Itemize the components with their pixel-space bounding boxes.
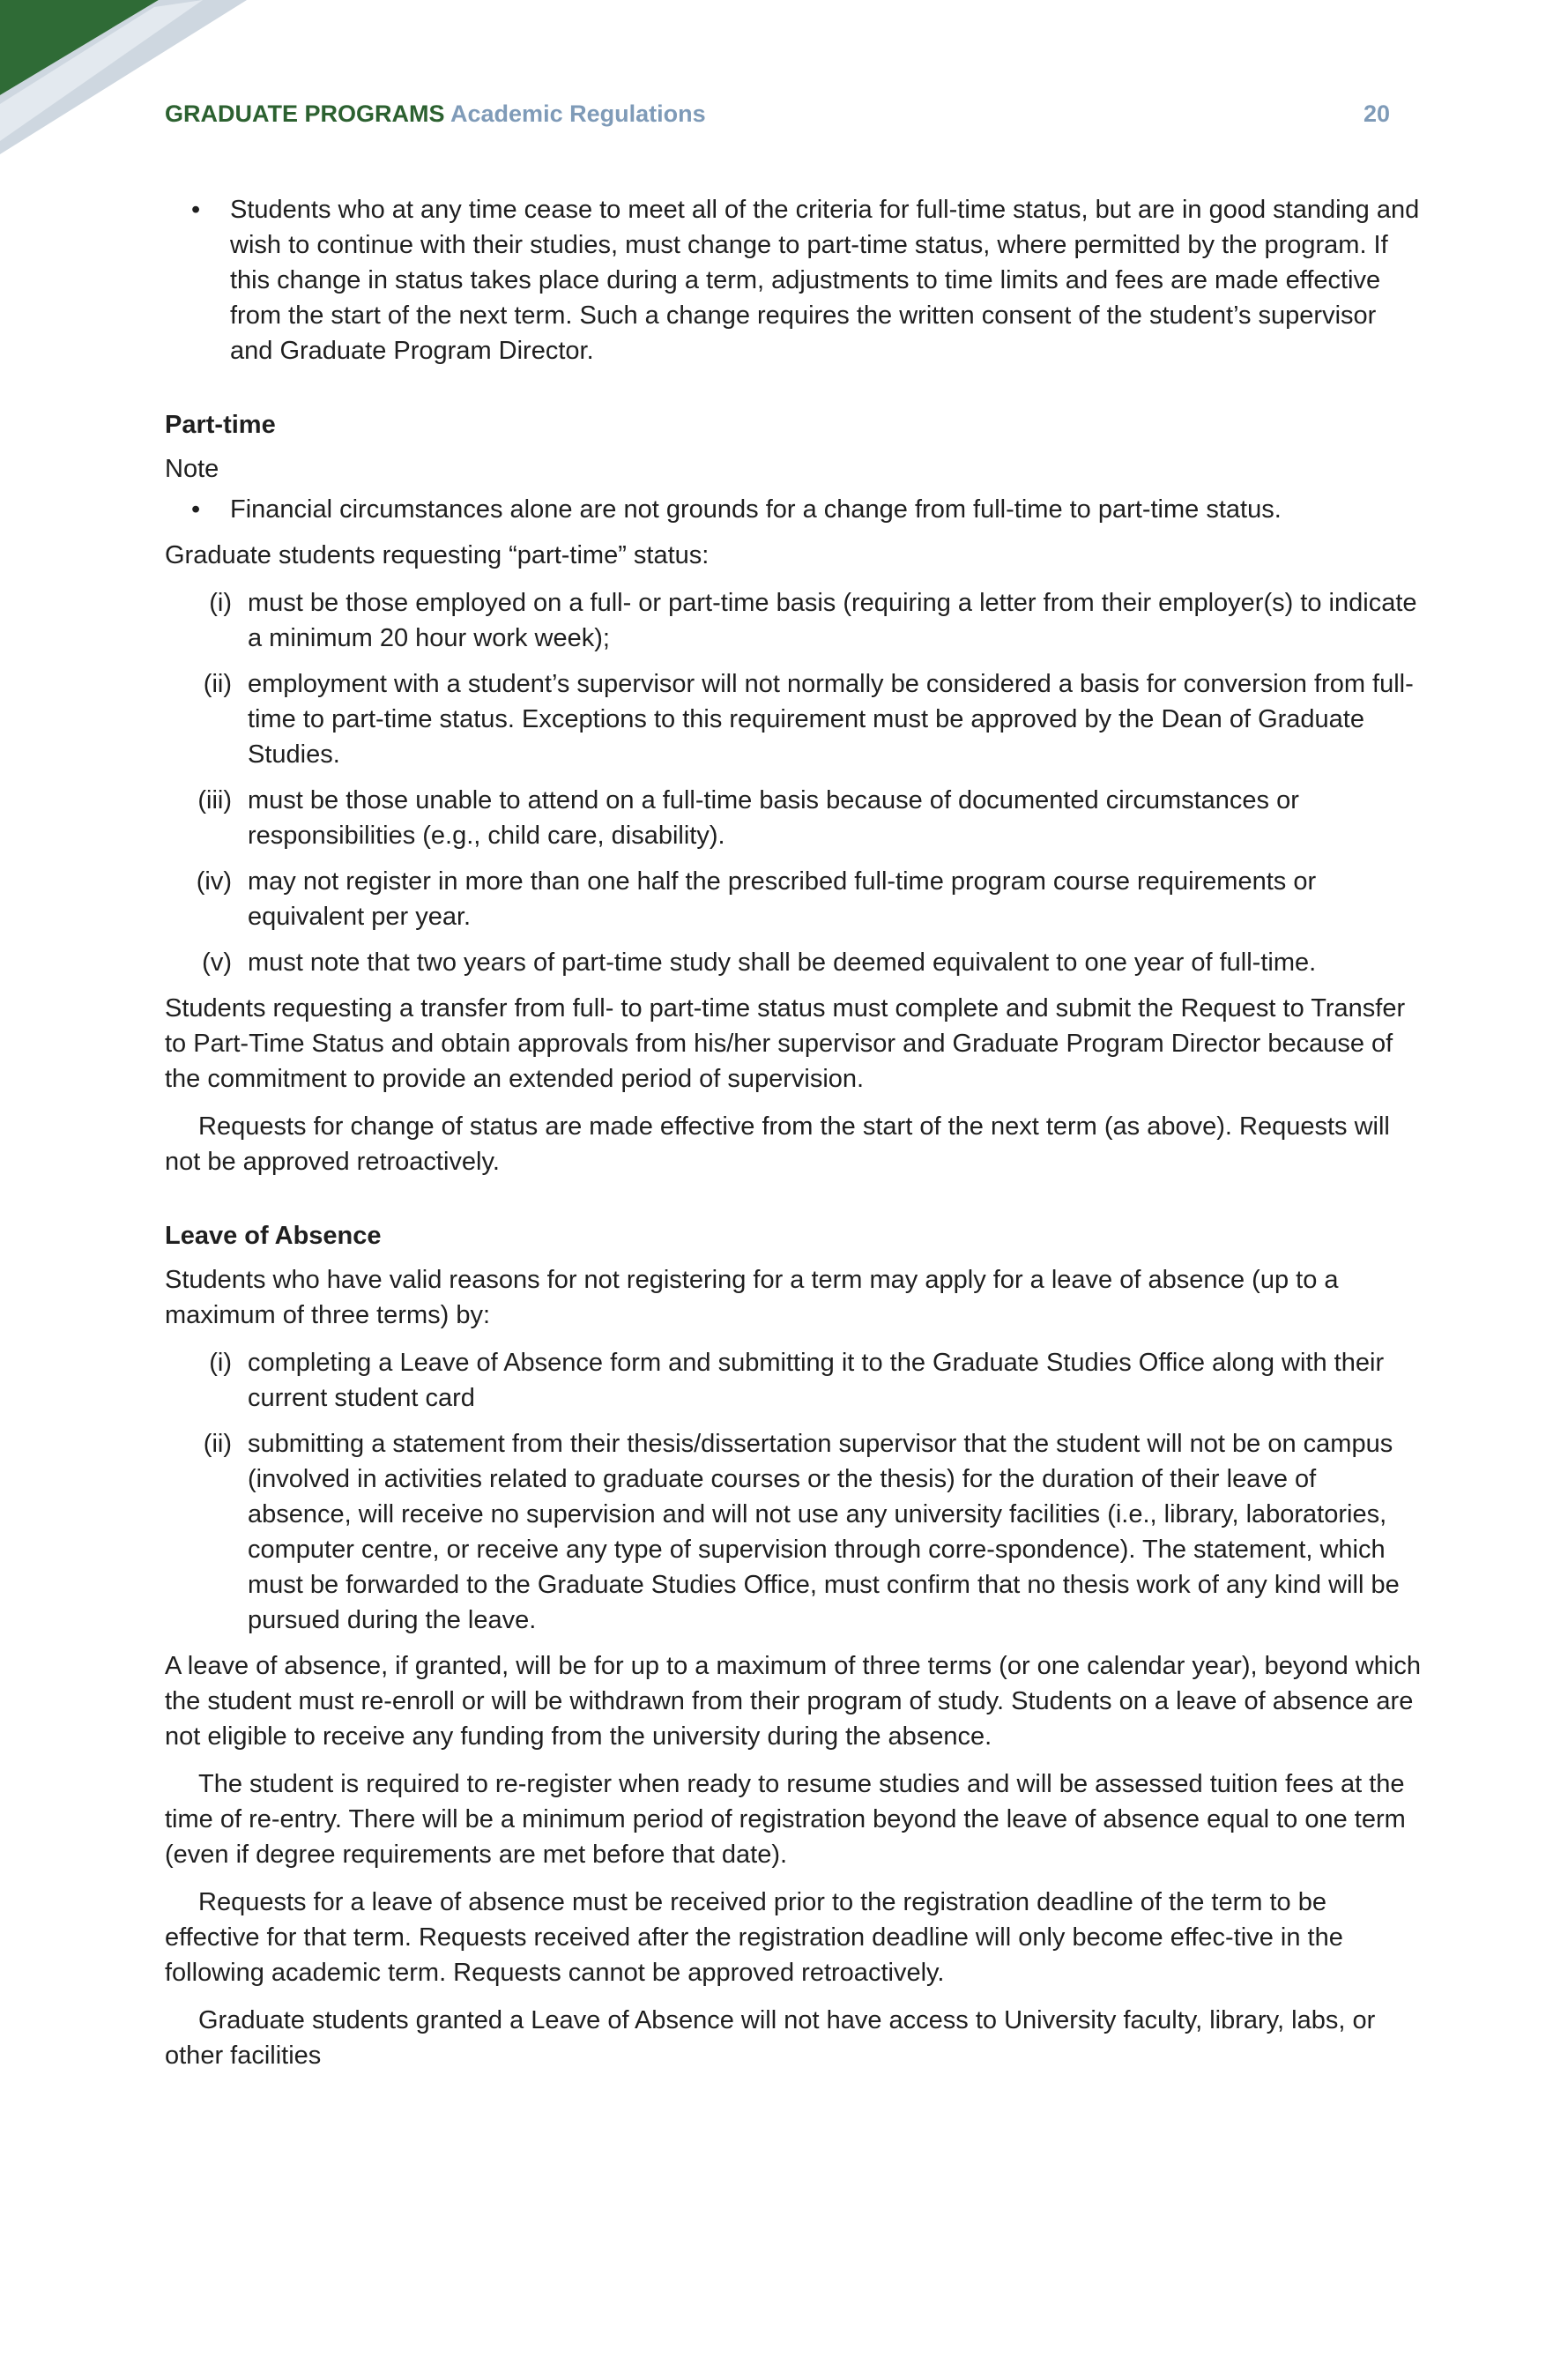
- note-bullet: [165, 492, 1425, 527]
- page-number: 20: [1363, 100, 1390, 127]
- list-marker: (i): [209, 589, 232, 617]
- list-item: [165, 1426, 1425, 1638]
- list-item: [165, 945, 1425, 980]
- list-text: may not register in more than one half the prescribed full-time program course requirements or equivalent per year.: [248, 867, 1317, 931]
- list-text: completing a Leave of Absence form and submitting it to the Graduate Studies Office along with their current student card: [248, 1349, 1385, 1412]
- list-item: [165, 666, 1425, 772]
- part-time-heading: Part-time: [165, 411, 276, 439]
- list-text: employment with a student’s supervisor will not normally be considered a basis for conversion from full-time to part-time status. Exceptions to this requirement must be approved by the Dean of Graduate Studies.: [248, 670, 1414, 769]
- bullet-marker: •: [191, 495, 201, 524]
- list-marker: (iv): [196, 867, 232, 896]
- note-label: Note: [165, 455, 219, 483]
- list-text: must be those employed on a full- or part-time basis (requiring a letter from their employer(s) to indicate a minimum 20 hour work week);: [248, 589, 1417, 652]
- leave-intro: Students who have valid reasons for not registering for a term may apply for a leave of absence (up to a maximum of three terms) by:: [165, 1266, 1339, 1329]
- paragraph: A leave of absence, if granted, will be for up to a maximum of three terms (or one calendar year), beyond which the student must re-enroll or will be withdrawn from their program of study. Students on a leave of absence are not eligible to receive any funding from the university during the absence.: [165, 1652, 1421, 1751]
- full-time-bullet: [165, 192, 1425, 368]
- paragraph: The student is required to re-register when ready to resume studies and will be assessed tuition fees at the time of re-entry. There will be a minimum period of registration beyond the leave of absence equal to one term (even if degree requirements are met before that date).: [165, 1770, 1406, 1869]
- leave-heading: Leave of Absence: [165, 1222, 382, 1250]
- paragraph: Students requesting a transfer from full- to part-time status must complete and submit the Request to Transfer to Part-Time Status and obtain approvals from his/her supervisor and Graduate Program Director because of the commitment to provide an extended period of supervision.: [165, 994, 1406, 1093]
- header-subsection: Academic Regulations: [450, 100, 706, 127]
- list-text: submitting a statement from their thesis/dissertation supervisor that the student will not be on campus (involved in activities related to graduate courses or the thesis) for the duration of their leave of absence, will receive no supervision and will not use any university facilities (i.e., library, laboratories, computer centre, or receive any type of supervision through corre-spondence). The statement, which must be forwarded to the Graduate Studies Office, must confirm that no thesis work of any kind will be pursued during the leave.: [248, 1430, 1400, 1634]
- list-text: must note that two years of part-time study shall be deemed equivalent to one year of full-time.: [248, 948, 1317, 977]
- part-time-intro: Graduate students requesting “part-time” status:: [165, 541, 710, 569]
- paragraph: Requests for change of status are made effective from the start of the next term (as above). Requests will not be approved retroactively.: [165, 1112, 1390, 1176]
- bullet-text: Students who at any time cease to meet all of the criteria for full-time status, but are in good standing and wish to continue with their studies, must change to part-time status, where permitted by the program. If this change in status takes place during a term, adjustments to time limits and fees are made effective from the start of the next term. Such a change requires the written consent of the student’s supervisor and Graduate Program Director.: [230, 196, 1420, 365]
- list-marker: (v): [202, 948, 232, 977]
- bullet-text: Financial circumstances alone are not grounds for a change from full-time to part-time status.: [230, 495, 1282, 524]
- list-marker: (iii): [197, 786, 232, 814]
- page-header: [165, 100, 1390, 136]
- list-marker: (ii): [203, 670, 232, 698]
- paragraph: Graduate students granted a Leave of Absence will not have access to University faculty, library, labs, or other facilities: [165, 2006, 1376, 2070]
- list-marker: (ii): [203, 1430, 232, 1458]
- list-marker: (i): [209, 1349, 232, 1377]
- bullet-marker: •: [191, 196, 201, 224]
- list-item: [165, 585, 1425, 656]
- list-item: [165, 864, 1425, 934]
- paragraph: Requests for a leave of absence must be received prior to the registration deadline of the term to be effective for that term. Requests received after the registration deadline will only become effec-tive in the following academic term. Requests cannot be approved retroactively.: [165, 1888, 1343, 1987]
- document-body: [165, 192, 1425, 2086]
- header-section: GRADUATE PROGRAMS: [165, 100, 445, 127]
- list-item: [165, 1345, 1425, 1416]
- list-text: must be those unable to attend on a full-time basis because of documented circumstances or responsibilities (e.g., child care, disability).: [248, 786, 1299, 850]
- list-item: [165, 783, 1425, 853]
